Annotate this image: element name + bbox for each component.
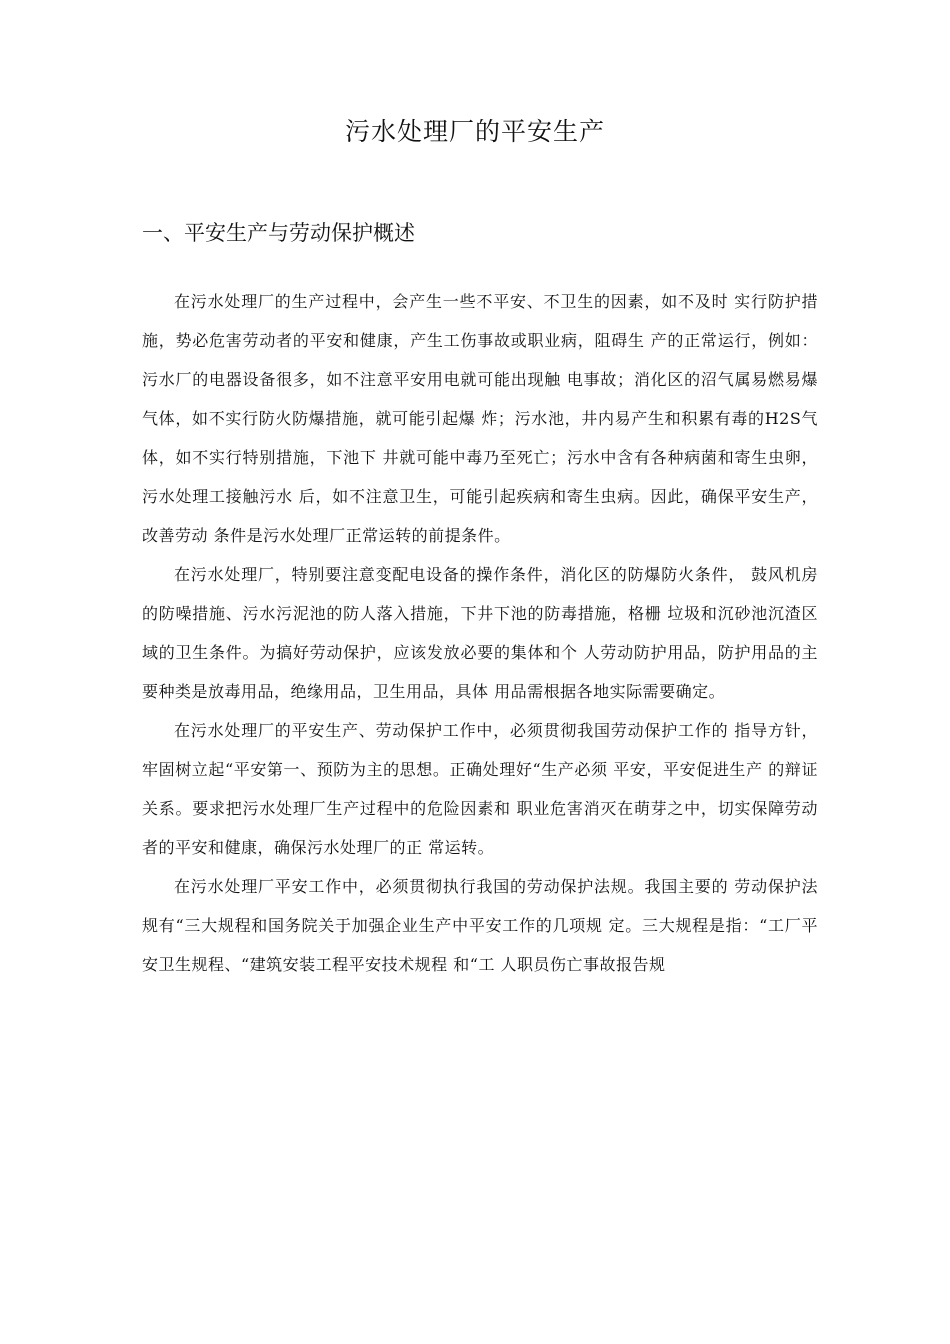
section-heading: 一、平安生产与劳动保护概述 [142, 221, 415, 245]
paragraph-3: 在污水处理厂的平安生产、劳动保护工作中，必须贯彻我国劳动保护工作的 指导方针，牢固树立起“平安第一、预防为主的思想。正确处理好“生产必须 平安，平安促进生产 的辩证关系。要求把污水处理厂生产过程中的危险因素和 职业危害消灭在萌芽之中，切实保障劳动者的平安和健康，确保污水处理厂的正 常运转。 [142, 721, 818, 857]
document-title: 污水处理厂的平安生产 [344, 117, 605, 146]
body-text [142, 282, 818, 984]
paragraph-2: 在污水处理厂，特别要注意变配电设备的操作条件，消化区的防爆防火条件， 鼓风机房的防噪措施、污水污泥池的防人落入措施，下井下池的防毒措施，格栅 垃圾和沉砂池沉渣区域的卫生条件。为搞好劳动保护，应该发放必要的集体和个 人劳动防护用品，防护用品的主要种类是放毒用品，绝缘用品，卫生用品，具体 用品需根据各地实际需要确定。 [142, 565, 818, 701]
paragraph-4: 在污水处理厂平安工作中，必须贯彻执行我国的劳动保护法规。我国主要的 劳动保护法规有“三大规程和国务院关于加强企业生产中平安工作的几项规 定。三大规程是指：“工厂平安卫生规程、“建筑安装工程平安技术规程 和“工 人职员伤亡事故报告规 [142, 877, 818, 974]
paragraph-1: 在污水处理厂的生产过程中，会产生一些不平安、不卫生的因素，如不及时 实行防护措施，势必危害劳动者的平安和健康，产生工伤事故或职业病，阻碍生 产的正常运行，例如：污水厂的电器设备很多，如不注意平安用电就可能出现触 电事故；消化区的沼气属易燃易爆气体，如不实行防火防爆措施，就可能引起爆 炸；污水池，井内易产生和积累有毒的H2S气体，如不实行特别措施，下池下 井就可能中毒乃至死亡；污水中含有各种病菌和寄生虫卵，污水处理工接触污水 后，如不注意卫生，可能引起疾病和寄生虫病。因此，确保平安生产，改善劳动 条件是污水处理厂正常运转的前提条件。 [142, 292, 818, 545]
